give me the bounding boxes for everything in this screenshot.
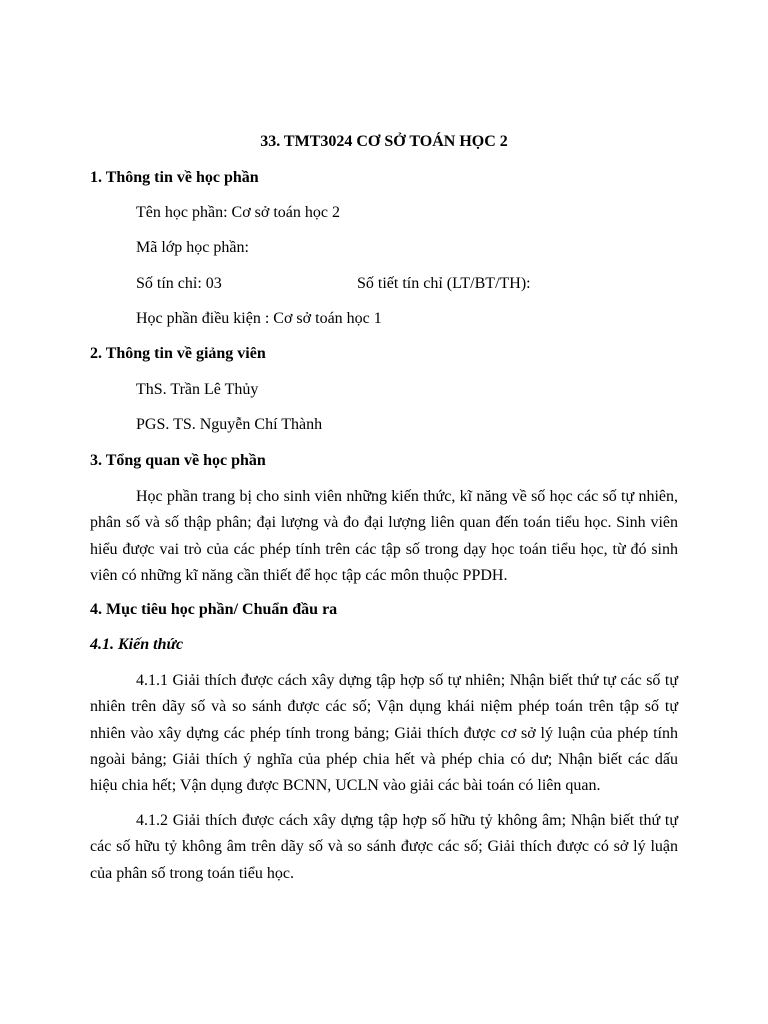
objective-4-1-2: 4.1.2 Giải thích được cách xây dựng tập hợp số hữu tỷ không âm; Nhận biết thứ tự các số hữu tỷ không âm trên dãy số và so sánh được các số; Giải thích được có sở lý luận của phân số trong toán tiểu học.: [90, 812, 678, 882]
course-name: Tên học phần: Cơ sở toán học 2: [136, 204, 340, 221]
credit-hours: Số tiết tín chỉ (LT/BT/TH):: [357, 275, 531, 292]
section-4-1-heading: 4.1. Kiến thức: [90, 636, 184, 653]
lecturer-2: PGS. TS. Nguyễn Chí Thành: [136, 416, 323, 433]
lecturer-1: ThS. Trần Lê Thủy: [136, 381, 259, 398]
prerequisite: Học phần điều kiện : Cơ sở toán học 1: [136, 310, 382, 327]
section-4-heading: 4. Mục tiêu học phần/ Chuẩn đầu ra: [90, 601, 338, 618]
objective-4-1-1: 4.1.1 Giải thích được cách xây dựng tập hợp số tự nhiên; Nhận biết thứ tự các số tự nhiên trên dãy số và so sánh được các số; Vận dụng khái niệm phép toán trên tập số tự nhiên vào xây dựng các phép tính trong bảng; Giải thích được cơ sở lý luận của phép tính ngoài bảng; Giải thích ý nghĩa của phép chia hết và phép chia có dư; Nhận biết các dấu hiệu chia hết; Vận dụng được BCNN, UCLN vào giải các bài toán có liên quan.: [90, 672, 678, 795]
class-code: Mã lớp học phần:: [136, 239, 249, 256]
credits-row: [136, 273, 531, 295]
section-2-heading: 2. Thông tin về giảng viên: [90, 345, 266, 362]
credits: Số tín chỉ: 03: [136, 275, 222, 292]
section-3-heading: 3. Tổng quan về học phần: [90, 452, 266, 469]
document-title: 33. TMT3024 CƠ SỞ TOÁN HỌC 2: [260, 133, 508, 150]
section-3-body: Học phần trang bị cho sinh viên những kiến thức, kĩ năng về số học các số tự nhiên, phân số và số thập phân; đại lượng và đo đại lượng liên quan đến toán tiểu học. Sinh viên hiểu được vai trò của các phép tính trên các tập số trong dạy học toán tiểu học, từ đó sinh viên có những kĩ năng cần thiết để học tập các môn thuộc PPDH.: [90, 488, 678, 584]
section-1-heading: 1. Thông tin về học phần: [90, 169, 259, 186]
